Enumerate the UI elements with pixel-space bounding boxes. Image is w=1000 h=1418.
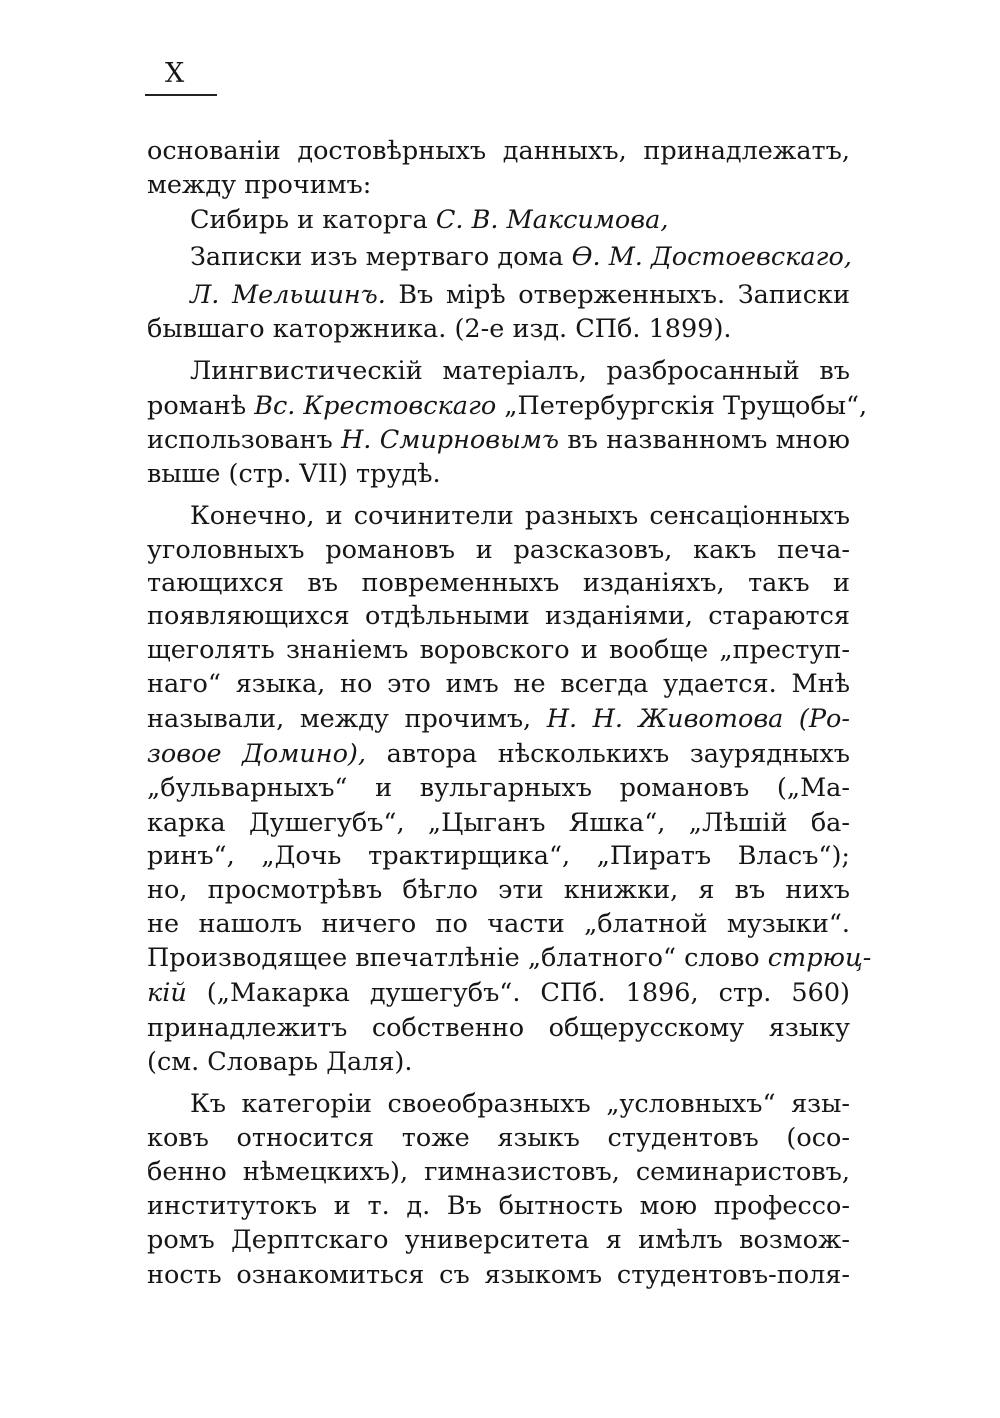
text-line: наго“ языка, но это имъ не всегда удается. Мнѣ (147, 669, 850, 699)
text-line: тающихся въ повременныхъ изданіяхъ, такъ и (147, 568, 850, 598)
text-line: не нашолъ ничего по части „блатной музыки“. (147, 909, 850, 939)
text-line: кій („Макарка душегубъ“. СПб. 1896, стр. 560) (147, 978, 850, 1008)
text-line: уголовныхъ романовъ и разсказовъ, какъ печа- (147, 535, 850, 565)
text-line: Записки изъ мертваго дома Ѳ. М. Достоевскаго, (190, 242, 852, 272)
text-line: романѣ Вс. Крестовскаго „Петербургскія Трущобы“, (147, 391, 868, 421)
text-line: основаніи достовѣрныхъ данныхъ, принадлежатъ, (147, 136, 850, 166)
text-line: (см. Словарь Даля). (147, 1047, 413, 1077)
text-line: между прочимъ: (147, 170, 372, 200)
text-line: щеголять знаніемъ воровского и вообще „преступ- (147, 635, 850, 665)
text-line: ность ознакомиться съ языкомъ студентовъ-поля- (147, 1260, 850, 1290)
text-line: зовое Домино), автора нѣсколькихъ заурядныхъ (147, 739, 850, 769)
text-line: Конечно, и сочинители разныхъ сенсаціонныхъ (190, 501, 850, 531)
text-line: появляющихся отдѣльными изданіями, стараются (147, 601, 850, 631)
text-line: Сибирь и каторга С. В. Максимова, (190, 205, 669, 235)
text-line: ковъ относится тоже языкъ студентовъ (осо- (147, 1123, 850, 1153)
text-line: Лингвистическій матеріалъ, разбросанный въ (190, 356, 850, 386)
page-number-underline (145, 94, 217, 96)
text-line: бывшаго каторжника. (2-е изд. СПб. 1899). (147, 314, 732, 344)
text-line: „бульварныхъ“ и вульгарныхъ романовъ („Ма- (147, 773, 850, 803)
text-line: Къ категоріи своеобразныхъ „условныхъ“ язы- (190, 1089, 850, 1119)
text-line: институтокъ и т. д. Въ бытность мою профессо- (147, 1191, 850, 1221)
text-line: Л. Мельшинъ. Въ мірѣ отверженныхъ. Записки (190, 280, 850, 310)
text-line: выше (стр. VII) трудѣ. (147, 459, 441, 489)
text-line: Производящее впечатлѣніе „блатного“ слово стрюц- (147, 943, 872, 973)
text-line: ромъ Дерптскаго университета я имѣлъ возмож- (147, 1225, 850, 1255)
text-line: карка Душегубъ“, „Цыганъ Яшка“, „Лѣшій ба- (147, 808, 850, 838)
text-line: но, просмотрѣвъ бѣгло эти книжки, я въ нихъ (147, 875, 850, 905)
text-line: называли, между прочимъ, Н. Н. Животова (Ро- (147, 704, 850, 734)
text-line: принадлежитъ собственно общерусскому языку (147, 1013, 850, 1043)
text-line: бенно нѣмецкихъ), гимназистовъ, семинаристовъ, (147, 1157, 850, 1187)
page-number: X (165, 58, 186, 89)
text-line: использованъ Н. Смирновымъ въ названномъ мною (147, 425, 850, 455)
text-line: ринъ“, „Дочь трактирщика“, „Пиратъ Власъ“); (147, 841, 850, 871)
